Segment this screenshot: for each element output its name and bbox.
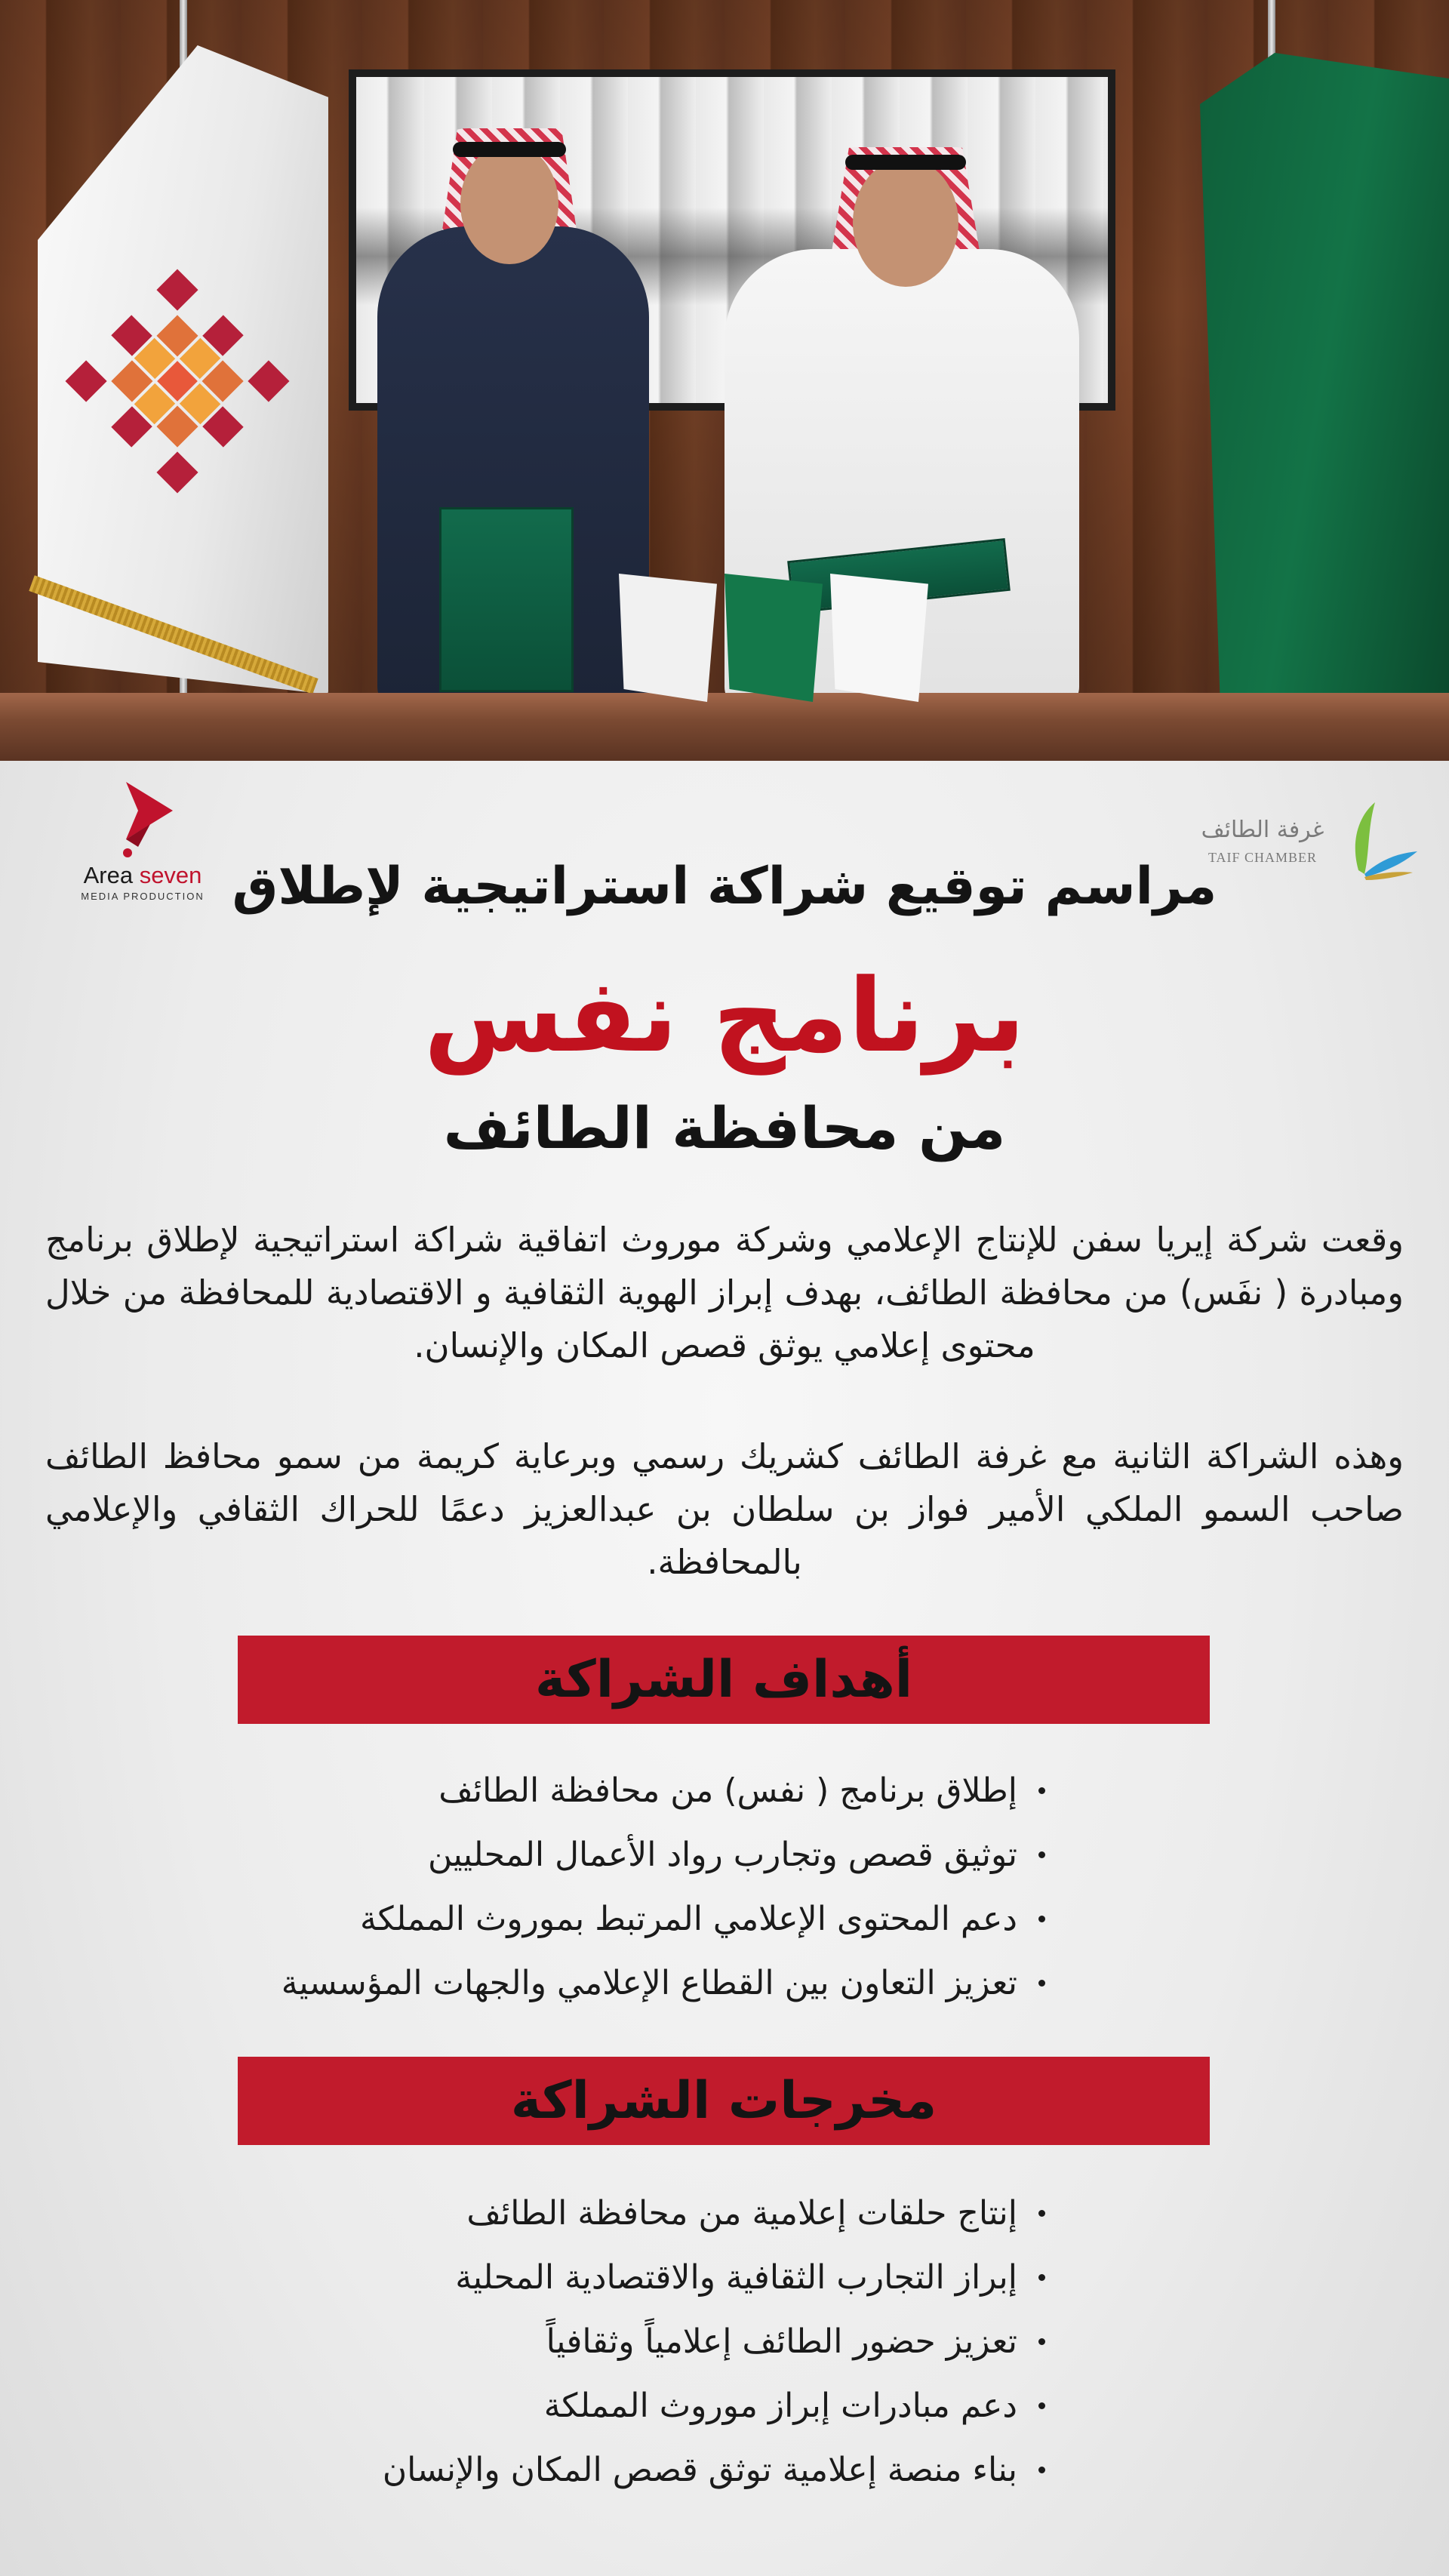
area-seven-name: Area seven [83,862,202,888]
bullet-icon [1038,1916,1045,1922]
list-item: إطلاق برنامج ( نفس) من محافظة الطائف [281,1759,1045,1823]
bullet-icon [1038,1787,1045,1794]
mini-flag-saudi [724,574,823,702]
area-seven-logo [71,777,214,909]
person-left-head [460,143,558,264]
taif-chamber-leaf-icon [1328,799,1419,882]
signing-ceremony-photo [0,0,1449,761]
list-item: بناء منصة إعلامية توثق قصص المكان والإنسان [383,2438,1045,2502]
bullet-icon [1038,2467,1045,2473]
goals-section-header [238,1636,1210,1724]
list-item: تعزيز التعاون بين القطاع الإعلامي والجهات المؤسسية [281,1951,1045,2015]
area-seven-subtitle: MEDIA PRODUCTION [81,891,205,902]
goals-title: أهداف الشراكة [534,1650,913,1710]
bullet-icon [1038,2274,1045,2281]
mini-flag-mawroth [619,574,717,702]
taif-chamber-logo [1192,799,1419,889]
intro-paragraph: وقعت شركة إيريا سفن للإنتاج الإعلامي وشركة موروث اتفاقية شراكة استراتيجية لإطلاق برنامج ومبادرة ( نفَس) من محافظة الطائف، بهدف إبراز الهوية الثقافية و الاقتصادية للمحافظة من خلال محتوى إعلامي يوثق قصص المكان والإنسان. [45,1220,1404,1365]
list-item: إبراز التجارب الثقافية والاقتصادية المحلية [383,2245,1045,2310]
green-folder-left [439,507,574,692]
outputs-section-header [238,2057,1210,2145]
outputs-list [383,2181,1045,2502]
table-surface [0,693,1449,761]
list-item: دعم مبادرات إبراز موروث المملكة [383,2374,1045,2438]
list-item: إنتاج حلقات إعلامية من محافظة الطائف [383,2181,1045,2245]
bullet-icon [1038,1980,1045,1987]
bullet-icon [1038,2210,1045,2217]
headline-line-1: مراسم توقيع شراكة استراتيجية لإطلاق [232,857,1217,916]
headline-line-3: من محافظة الطائف [443,1094,1006,1162]
bullet-icon [1038,2338,1045,2345]
bullet-icon [1038,1851,1045,1858]
igal-right [845,155,966,170]
bullet-icon [1038,2402,1045,2409]
outputs-title: مخرجات الشراكة [510,2071,937,2131]
list-item: توثيق قصص وتجارب رواد الأعمال المحليين [281,1823,1045,1887]
person-right-head [853,158,958,287]
taif-chamber-name-en: TAIF CHAMBER [1208,850,1318,865]
list-item: تعزيز حضور الطائف إعلامياً وثقافياً [383,2310,1045,2374]
goals-list [281,1759,1045,2015]
list-item: دعم المحتوى الإعلامي المرتبط بموروث المملكة [281,1887,1045,1951]
partnership-paragraph: وهذه الشراكة الثانية مع غرفة الطائف كشريك رسمي وبرعاية كريمة من سمو محافظ الطائف صاحب السمو الملكي الأمير فواز بن سلطان بن عبدالعزيز دعمًا للحراك الثقافي والإعلامي بالمحافظة. [45,1436,1404,1582]
saudi-flag [1200,53,1449,694]
area-seven-play-icon [105,777,180,860]
program-title: برنامج نفس [423,957,1026,1075]
igal-left [453,142,566,157]
mini-flag-area-seven [830,574,928,702]
taif-chamber-name-ar: غرفة الطائف [1201,817,1324,843]
